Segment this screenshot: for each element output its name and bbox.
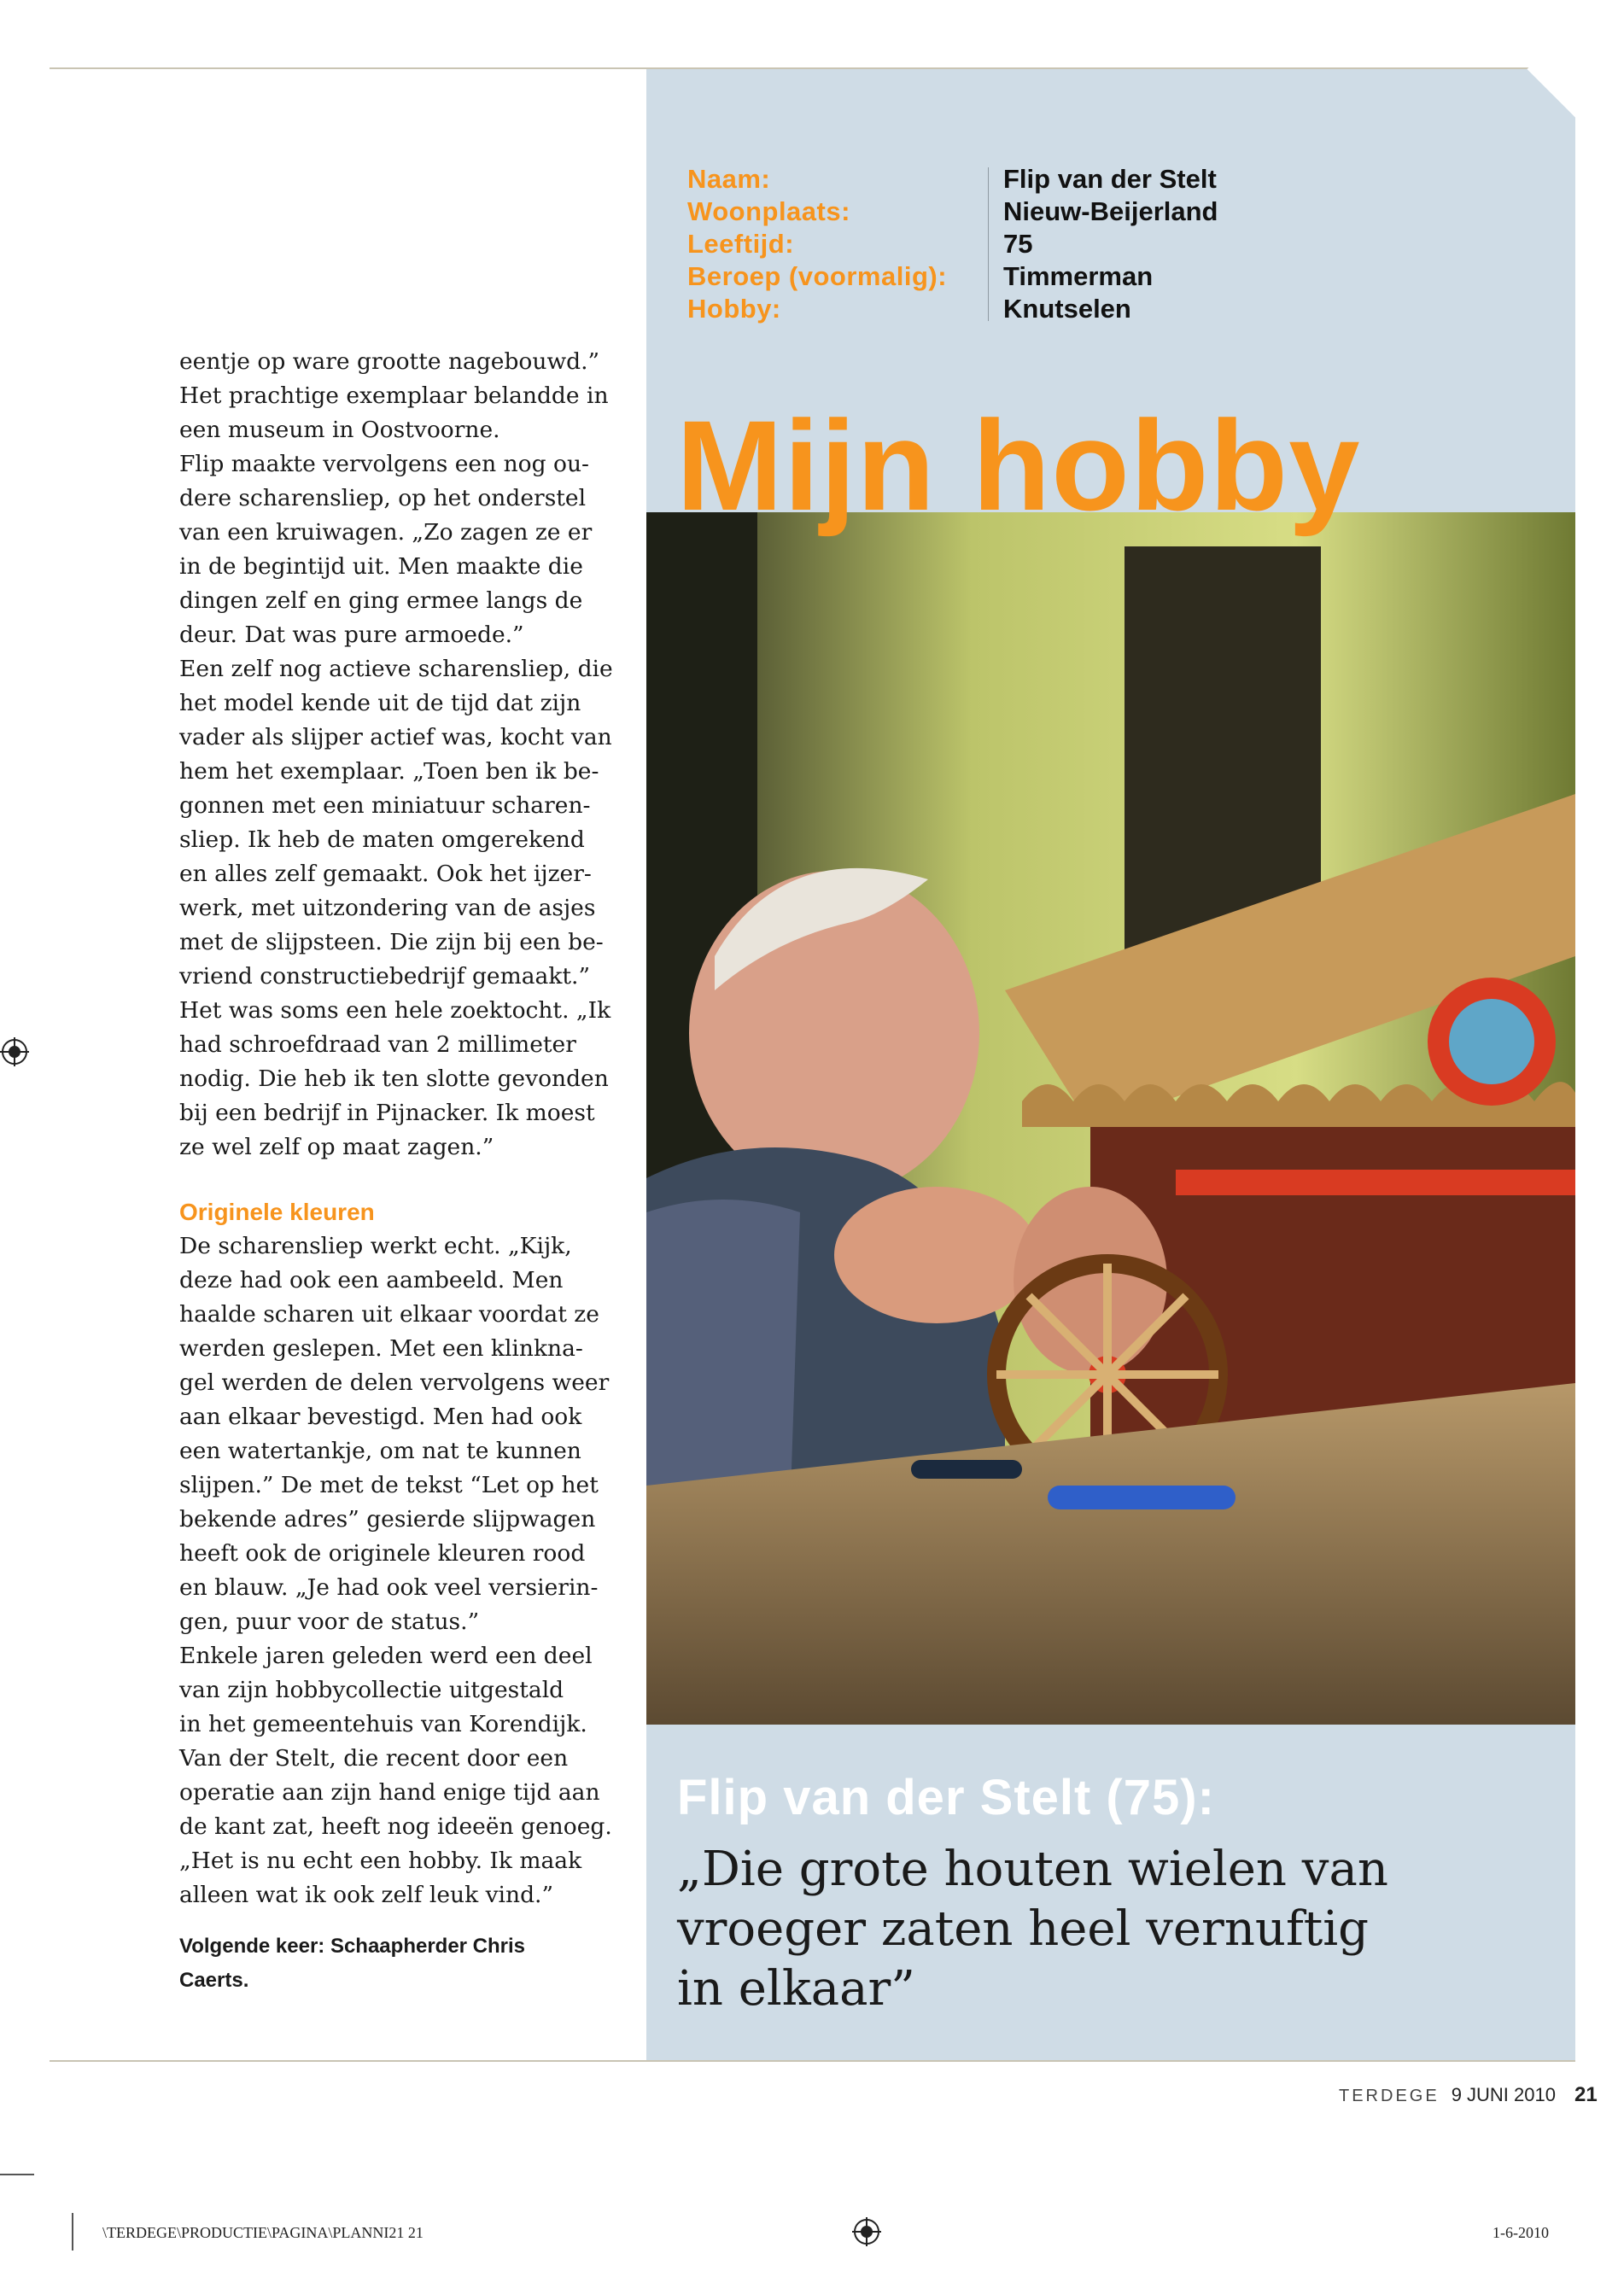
text-line: vader als slijper actief was, kocht van <box>179 724 612 750</box>
text-line: gen, puur voor de status.” <box>179 1608 480 1635</box>
text-line: haalde scharen uit elkaar voordat ze <box>179 1301 599 1328</box>
text-line: aan elkaar bevestigd. Men had ook <box>179 1404 582 1430</box>
profile-value: Knutselen <box>1003 294 1131 324</box>
profile-value: 75 <box>1003 229 1033 259</box>
text-line: operatie aan zijn hand enige tijd aan <box>179 1779 600 1806</box>
text-line: hem het exemplaar. „Toen ben ik be- <box>179 758 599 785</box>
text-line: had schroefdraad van 2 millimeter <box>179 1031 576 1058</box>
profile-label: Beroep (voormalig): <box>687 261 948 291</box>
quote-line: vroeger zaten heel vernuftig <box>677 1901 1369 1957</box>
text-line: eentje op ware grootte nagebouwd.” <box>179 348 600 375</box>
magazine-name: TERDEGE <box>1339 2087 1440 2105</box>
slug-path: \TERDEGE\PRODUCTIE\PAGINA\PLANNI21 21 <box>102 2224 424 2241</box>
slug-date: 1-6-2010 <box>1493 2224 1549 2241</box>
text-line: bekende adres” gesierde slijpwagen <box>179 1506 596 1532</box>
next-issue-line: Caerts. <box>179 1969 249 1992</box>
profile-divider <box>988 167 989 321</box>
text-line: en alles zelf gemaakt. Ook het ijzer- <box>179 861 592 887</box>
text-line: in de begintijd uit. Men maakte die <box>179 553 583 580</box>
text-line: bij een bedrijf in Pijnacker. Ik moest <box>179 1100 595 1126</box>
quote-line: in elkaar” <box>677 1961 915 2017</box>
crop-mark <box>0 2174 34 2175</box>
quote-attribution: Flip van der Stelt (75): <box>677 1770 1215 1825</box>
text-line: Het was soms een hele zoektocht. „Ik <box>179 997 611 1024</box>
profile-value: Timmerman <box>1003 261 1154 291</box>
registration-mark-icon <box>0 1037 29 1066</box>
text-line: vriend constructiebedrijf gemaakt.” <box>179 963 590 990</box>
text-line: dingen zelf en ging ermee langs de <box>179 587 583 614</box>
text-line: met de slijpsteen. Die zijn bij een be- <box>179 929 604 955</box>
page-title: Mijn hobby <box>676 394 1361 537</box>
text-line: en blauw. „Je had ook veel versierin- <box>179 1574 599 1601</box>
text-line: een museum in Oostvoorne. <box>179 417 500 443</box>
text-line: in het gemeentehuis van Korendijk. <box>179 1711 587 1737</box>
text-line: „Het is nu echt een hobby. Ik maak <box>179 1848 582 1874</box>
text-line: Een zelf nog actieve scharensliep, die <box>179 656 613 682</box>
text-line: van een kruiwagen. „Zo zagen ze er <box>179 519 593 546</box>
profile-label: Naam: <box>687 164 771 194</box>
paragraph-block <box>179 345 613 1165</box>
profile-label: Hobby: <box>687 294 781 324</box>
profile-label: Leeftijd: <box>687 229 795 259</box>
text-line: Flip maakte vervolgens een nog ou- <box>179 451 589 477</box>
paragraph-block <box>179 1229 612 1912</box>
text-line: deze had ook een aambeeld. Men <box>179 1267 564 1293</box>
pull-quote <box>677 1840 1388 2019</box>
text-line: Het prachtige exemplaar belandde in <box>179 382 609 409</box>
hobby-photo <box>646 512 1575 1725</box>
subheading: Originele kleuren <box>179 1199 375 1225</box>
article-body <box>179 345 613 1998</box>
page-number: 21 <box>1574 2083 1598 2106</box>
text-line: slijpen.” De met de tekst “Let op het <box>179 1472 599 1498</box>
text-line: heeft ook de originele kleuren rood <box>179 1540 586 1567</box>
text-line: gonnen met een miniatuur scharen- <box>179 792 591 819</box>
registration-mark-icon <box>852 2217 881 2246</box>
profile-value: Nieuw-Beijerland <box>1003 196 1218 226</box>
text-line: De scharensliep werkt echt. „Kijk, <box>179 1233 572 1259</box>
text-line: Enkele jaren geleden werd een deel <box>179 1643 593 1669</box>
text-line: werden geslepen. Met een klinkna- <box>179 1335 583 1362</box>
text-line: nodig. Die heb ik ten slotte gevonden <box>179 1065 609 1092</box>
next-issue-note <box>179 1929 606 1998</box>
page-footer <box>1339 2083 1598 2107</box>
text-line: deur. Dat was pure armoede.” <box>179 622 524 648</box>
text-line: een watertankje, om nat te kunnen <box>179 1438 581 1464</box>
next-issue-line: Volgende keer: Schaapherder Chris <box>179 1935 526 1958</box>
profile-label: Woonplaats: <box>687 196 850 226</box>
text-line: sliep. Ik heb de maten omgerekend <box>179 826 585 853</box>
text-line: van zijn hobbycollectie uitgestald <box>179 1677 564 1703</box>
bottom-rule <box>50 2060 1575 2062</box>
text-line: ze wel zelf op maat zagen.” <box>179 1134 494 1160</box>
text-line: gel werden de delen vervolgens weer <box>179 1369 610 1396</box>
text-line: alleen wat ik ook zelf leuk vind.” <box>179 1882 554 1908</box>
quote-line: „Die grote houten wielen van <box>677 1842 1388 1897</box>
text-line: de kant zat, heeft nog ideeën genoeg. <box>179 1813 612 1840</box>
text-line: het model kende uit de tijd dat zijn <box>179 690 581 716</box>
text-line: dere scharensliep, op het onderstel <box>179 485 587 511</box>
crop-mark <box>72 2213 73 2251</box>
text-line: Van der Stelt, die recent door een <box>179 1745 569 1772</box>
issue-date: 9 JUNI 2010 <box>1451 2084 1556 2105</box>
profile-value: Flip van der Stelt <box>1003 164 1217 194</box>
text-line: werk, met uitzondering van de asjes <box>179 895 596 921</box>
